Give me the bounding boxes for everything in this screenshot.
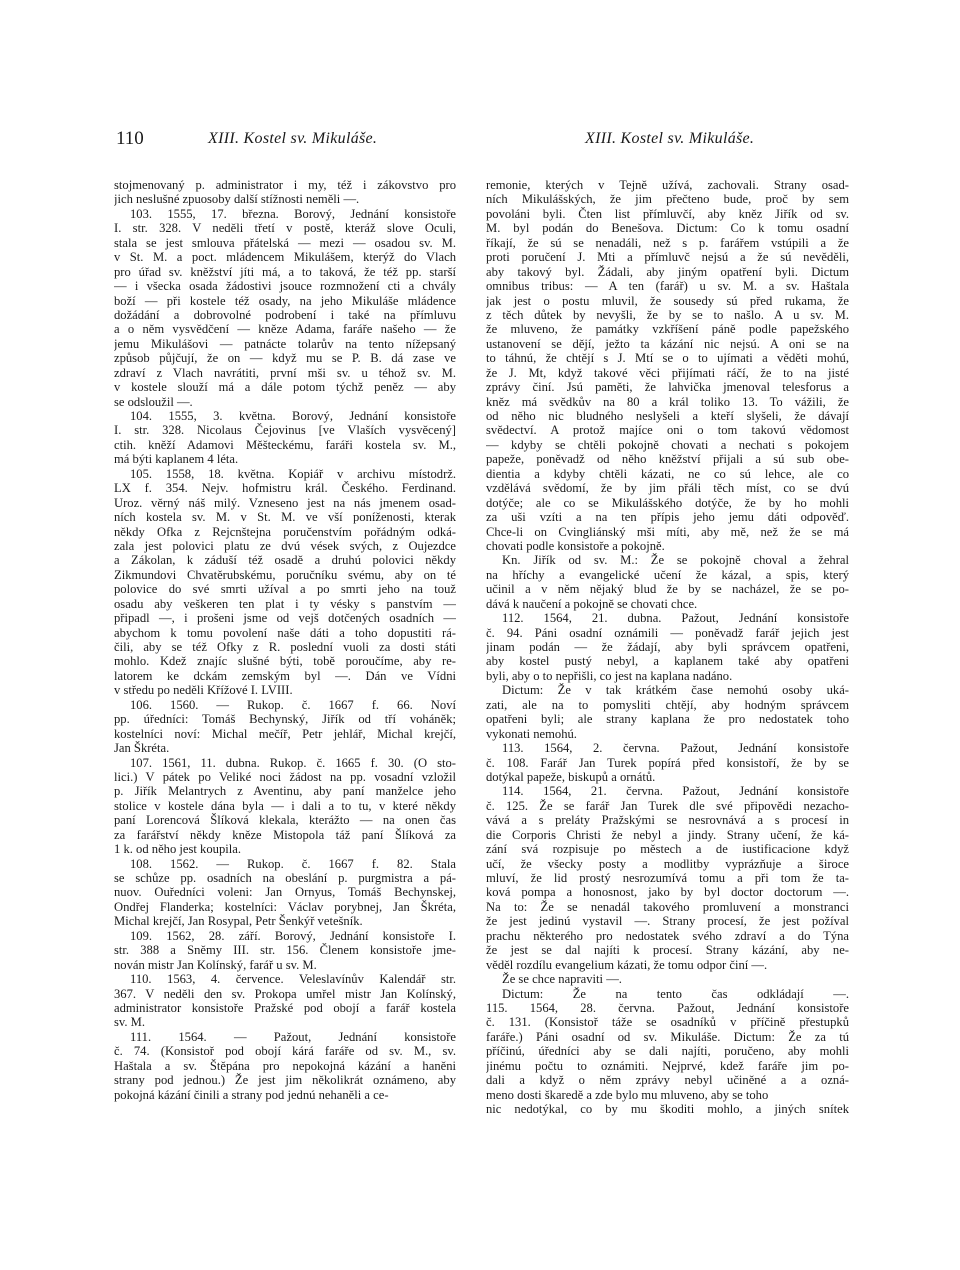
text-line: pokojná kázání činili a strany pod jednú nehaněli a ce- [114, 1087, 389, 1102]
text-line: Zikmundovi Chvatěrubskému, poručníku svému, aby on té [114, 567, 456, 582]
text-line: říkají, že sú se nenadáli, než s p. farářem vstúpili a že [486, 235, 849, 250]
text-line: omnibus tribus: — A ten (farář) u sv. M. a sv. Haštala [486, 279, 849, 294]
text-line: vzdělává svědomí, že by jim přáli těch míst, co se dvú [486, 481, 849, 496]
text-line: vykonati nemohú. [486, 726, 577, 741]
text-line: Kn. Jiřík od sv. M.: Že se pokojně choval a žehral [502, 553, 849, 568]
text-line: Na to: Že se nenadál takového promluvení a monstranci [486, 899, 849, 914]
text-line: Že se chce napraviti —. [502, 972, 622, 987]
text-line: dientia a kdyby chtěli kázati, ne co sú lehce, ale co [486, 466, 849, 481]
text-line: 104. 1555, 3. května. Borový, Jednání konsistoře [130, 409, 456, 423]
text-line: čili, aby se též Ofky z R. poslední vuoli za dosti státi [114, 640, 456, 654]
text-line: v St. M. a poct. mládencem Mikulášem, kterýž do Vlach [114, 250, 456, 265]
text-line: Dictum: Že na tento čas odkládají —. [502, 986, 849, 1001]
text-line: v středu po neděli Křížové I. LVIII. [114, 683, 293, 698]
text-line: za uši vzíti a na ten přípis jeho jemu dáti odpověď. [486, 510, 849, 525]
text-line: a Zákolan, k záduší též osadě a druhú polovici někdy [114, 553, 456, 568]
text-line: zati, ale na to pomysliti chtějí, aby hodným správcem [486, 697, 849, 712]
text-line: vává a s preláty Pražskými se nesrovnává a s procesí in [486, 813, 849, 828]
text-line: ních kostela sv. M. v St. M. ve vší poníženosti, kterak [114, 510, 456, 525]
text-line: mohlo. Kdež znajíc slušné býti, tobě poroučíme, aby re- [114, 654, 456, 669]
text-line: někdy Ofka z Rejcnštejna poručenstvím pořádným odká- [114, 524, 456, 539]
text-line: věděl rozdílu evangelium kázati, že tomu odpor činí —. [486, 957, 768, 972]
text-line: a o něm vysvědčení — kněze Adama, faráře našeho — že [114, 322, 456, 337]
text-line: že mluveno, že památky vzkříšení páně podle papežského [486, 322, 849, 337]
text-line: za farářství někdy kněze Mistopola táž paní Šlíková za [114, 827, 456, 842]
text-line: stojmenovaný p. administrator i my, též i zákovstvo pro [114, 178, 456, 192]
text-line: polovice do své smrti užíval a po smrti jeho na touž [114, 582, 456, 597]
text-line: 111. 1564. — Pažout, Jednání konsistoře [130, 1029, 456, 1044]
text-line: povoláni byli. Čten list přímluvčí, aby kněz Jiřík od sv. [486, 206, 849, 221]
running-header [0, 128, 960, 158]
text-line: č. 108. Farář Jan Turek popírá před konsistoří, že by se [486, 755, 849, 770]
text-line: č. 125. Že se farář Jan Turek dle své připovědi nezacho- [486, 798, 849, 813]
text-line: latorem ke dckám zemským byl —. Dán ve Vídni [114, 668, 456, 683]
text-line: příčinú, úředníci aby se dali najíti, poručeno, aby mohli [486, 1044, 849, 1059]
text-line: z těch důtek by nevyšli, že by se to našlo. A u sv. M. [486, 307, 849, 322]
text-line: č. 94. Páni osadní oznámili — poněvadž farář jejich jest [486, 625, 849, 640]
text-line: od něho nic bludného neslyšeli a kteří slyšeli, že dávají [486, 409, 849, 423]
text-line: I. str. 328. V neděli třetí v postě, kteráž slove Oculi, [114, 221, 456, 236]
text-line: 103. 1555, 17. března. Borový, Jednání konsistoře [130, 206, 456, 221]
text-line: Dictum: Že v tak krátkém čase nemohú osoby uká- [502, 683, 849, 698]
text-line: zání svá rozpisuje po městech a de iustificacione když [486, 842, 849, 857]
text-line: M. byl podán do Benešova. Dictum: Co k tomu osadní [486, 221, 849, 236]
text-line: svědectví. A protož majíce oni o tom takovú vědomost [486, 423, 849, 438]
text-line: jinému počtu to oznámiti. Nejprvé, kdež faráře jim po- [486, 1058, 849, 1073]
text-line: jak jest o postu mluvil, že sousedy sú před rukama, že [486, 293, 849, 308]
text-line: Chce-li on Cvingliánský mši míti, aby mě, než že se má [486, 524, 849, 539]
text-line: LX f. 354. Nejv. hofmistru král. Českého. Ferdinand. [114, 481, 456, 496]
text-line: Michal krejčí, Jan Rosypal, Petr Šenkýř vetešník. [114, 914, 363, 929]
text-line: zdraví z Vlach navrátiti, první mši sv. u téhož sv. M. [114, 365, 456, 380]
text-line: to táhnú, že chtějí s J. Mtí se o to ujímati a věděti mohú, [486, 351, 849, 366]
text-line: Haštala a sv. Štěpána pro nepokojná kázání a haněni [114, 1058, 456, 1073]
text-line: dotýče; ale co se Mikulášského dotýče, že by ho mohli [486, 495, 849, 510]
text-line: jinam podán — že žádají, aby byli správcem opatřeni, [486, 640, 849, 654]
page-number: 110 [116, 128, 144, 149]
text-line: lici.) V pátek po Veliké noci žádost na pp. vosadní vzložil [114, 769, 456, 784]
text-line: učinil a v něm nějaký blud že by se nacházel, že se po- [486, 582, 849, 597]
text-line: nic nedotýkal, co by mu škoditi mohlo, a jiných snítek [486, 1102, 849, 1116]
text-line: ních Mikulášských, že jim přečteno bude, proč by sem [486, 192, 849, 207]
text-line: kostelníci noví: Michal mečíř, Petr jehlář, Michal krejčí, [114, 726, 456, 741]
text-line: papeže, poněvadž od něho kněžství přijali a sú sub obe- [486, 452, 849, 467]
text-line: 115. 1564, 28. června. Pažout, Jednání konsistoře [486, 1000, 849, 1015]
text-line: nuov. Ouředníci voleni: Jan Ornyus, Tomáš Bechynskej, [114, 885, 456, 900]
text-line: se schůze pp. osadních na obeslání p. purgmistra a pá- [114, 871, 456, 885]
text-line: 1 k. od něho jest koupila. [114, 842, 241, 857]
text-line: Uroz. věrný náš milý. Vzneseno jest na nás jmenem osad- [114, 495, 456, 510]
text-line: meno dosti škaredě a zde bylo mu mluveno, aby se toho [486, 1087, 769, 1102]
text-line: paní Lorencová Šlíková klekala, kterážto — na onen čas [114, 813, 456, 828]
text-line: faráře.) Páni osadní od sv. Mikuláše. Dictum: Že za tú [486, 1029, 849, 1044]
text-line: prachu některého pro nedostatek svého zdraví a do Týna [486, 928, 849, 943]
text-line: ctih. kněží Adamovi Měšteckému, faráři kostela sv. M., [114, 437, 456, 452]
text-line: 114. 1564, 21. června. Pažout, Jednání konsistoře [502, 784, 849, 799]
text-line: dožádání a dobrovolné podrobení i také na přímluvu [114, 307, 456, 322]
text-line: osadu aby veškeren ten plat i ty vésky s panstvím — [114, 596, 456, 611]
text-line: na hříchy a evangelické učení že kázal, a spis, který [486, 567, 849, 582]
text-line: Ondřej Flanderka; kostelníci: Václav porybnej, Jan Škréta, [114, 899, 456, 914]
text-line: v kostele slouží má a dále potom týchž peněz — aby [114, 380, 456, 395]
text-line: že jest jedinú vystavil —. Strany procesí, že jest požíval [486, 914, 849, 929]
text-line: zprávy činí. Jsú paměti, že lahvička jmenoval telesforus a [486, 380, 849, 395]
text-line: remonie, kterých v Tejně užívá, zachovali. Strany osad- [486, 178, 849, 192]
text-line: 106. 1560. — Rukop. č. 1667 f. 66. Noví [130, 697, 456, 712]
text-line: 113. 1564, 2. června. Pažout, Jednání konsistoře [502, 741, 849, 756]
text-line: Jan Škréta. [114, 741, 170, 756]
text-line: boží — při kostele též osady, na jeho Mikuláše mládence [114, 293, 456, 308]
text-line: učí, že všecky posty a modlitby vyprázňuje a široce [486, 856, 849, 871]
text-line: aby kostel pustý nebyl, a kaplanem také aby opatřeni [486, 654, 849, 669]
text-line: č. 74. (Konsistoř pod obojí kárá faráře od sv. M., sv. [114, 1044, 456, 1059]
text-line: I. str. 328. Nicolaus Čejovinus [ve Vlaších vysvěcený] [114, 423, 456, 438]
right-running-title: XIII. Kostel sv. Mikuláše. [585, 130, 755, 147]
text-line: aby takový byl. Žádali, aby jiným opatření byli. Dictum [486, 264, 849, 279]
text-line: č. 131. (Konsistoř táže se osadníků v příčině přestupků [486, 1015, 849, 1030]
text-line: jemu Mikulášovi — patnácte tolarův na tento nížepsaný [114, 336, 456, 351]
text-line: stolice v kostele dána byla — i dali a to tu, v které někdy [114, 798, 456, 813]
text-line: chovati podle konsistoře a pokojně. [486, 538, 665, 553]
text-line: kněz má svědkův na 80 a král toliko 13. To vážili, že [486, 394, 849, 409]
text-line: 109. 1562, 28. září. Borový, Jednání konsistoře I. [130, 928, 456, 943]
left-text-column [114, 178, 456, 1102]
text-line: připadl —, i prošeni jsme od vejš dotčených osadních — [114, 611, 456, 626]
text-line: ustanovení se dějí, ježto ta kázání nic nejsú. A oni se na [486, 336, 849, 351]
text-line: abychom k tomu povolení naše dáti a toho dopustiti rá- [114, 625, 456, 640]
text-line: proti poručení J. Mti a přímluvč nejsú a že sú nevěděli, [486, 250, 849, 265]
text-line: strany pod jednou.) Že jest jim několikrát oznámeno, aby [114, 1073, 456, 1088]
text-line: pp. úředníci: Tomáš Bechynský, Jiřík od tří voháněk; [114, 712, 456, 727]
text-line: — kdyby se chtěli pokojně chovati a nechati s pokojem [486, 437, 849, 452]
text-line: 108. 1562. — Rukop. č. 1667 f. 82. Stala [130, 856, 456, 871]
text-line: dává k naučení a pokojně se chovati chce. [486, 596, 698, 611]
left-running-title: XIII. Kostel sv. Mikuláše. [208, 130, 378, 147]
text-line: 110. 1563, 4. července. Veleslavínův Kalendář str. [130, 972, 456, 987]
text-line: die Corporis Christi že nebyl a jindy. Strany učení, že ká- [486, 827, 849, 842]
text-line: opatřeni byli; ale strany kaplana že pro nedostatek toho [486, 712, 849, 727]
text-line: nován mistr Jan Kolínský, farář u sv. M. [114, 957, 317, 972]
text-line: 112. 1564, 21. dubna. Pažout, Jednání konsistoře [502, 611, 849, 626]
text-line: že jest se dal najíti k procesí. Strany kázání, aby ne- [486, 943, 849, 958]
text-line: že J. Mt, když takové věci přijímati ráčí, že to na jisté [486, 365, 849, 380]
text-line: 105. 1558, 18. května. Kopiář v archivu místodrž. [130, 466, 456, 481]
text-line: administrator konsistoře Pražské pod obojí a farář kostela [114, 1000, 456, 1015]
text-line: p. Jiřík Melantrych z Aventinu, aby paní manželce jeho [114, 784, 456, 799]
text-line: stala se jest smlouva přátelská — mezi — osadou sv. M. [114, 235, 456, 250]
text-line: — i všecka osada žádostivi jsouce rozmnožení cti a chvály [114, 279, 456, 294]
right-text-column [486, 178, 849, 1116]
text-line: způsob půjčují, že on — když mu se P. B. dá zase ve [114, 351, 456, 366]
text-line: sv. M. [114, 1015, 146, 1030]
text-line: 107. 1561, 11. dubna. Rukop. č. 1665 f. 30. (O sto- [130, 755, 456, 770]
text-line: pro úřad sv. kněžství jíti má, a to taková, že též pp. starší [114, 264, 456, 279]
text-line: dali a když o něm zprávy nebyl učiněné a a ozná- [486, 1073, 849, 1088]
text-line: dotýkal papeže, biskupů a ornátů. [486, 769, 656, 784]
text-line: zala jest polovici platu ze dvú vések svých, z Oujezdce [114, 538, 456, 553]
text-line: 367. V neděli den sv. Prokopa umřel mistr Jan Kolínský, [114, 986, 456, 1001]
text-line: se odsloužil —. [114, 394, 193, 409]
text-line: ková pompa a honosnost, jako by byl doctor doctorum —. [486, 885, 849, 900]
text-line: má býti kaplanem 4 léta. [114, 452, 239, 467]
text-line: str. 388 a Sněmy III. str. 156. Členem konsistoře jme- [114, 943, 456, 958]
text-line: jich neslušné zpuosoby další stížnosti neměli —. [114, 192, 360, 207]
text-line: mluví, že lid prostý nesrozumívá tomu a při tom že ta- [486, 871, 849, 885]
text-line: byli, aby o to nepřišli, co jest na kaplana nadáno. [486, 668, 733, 683]
